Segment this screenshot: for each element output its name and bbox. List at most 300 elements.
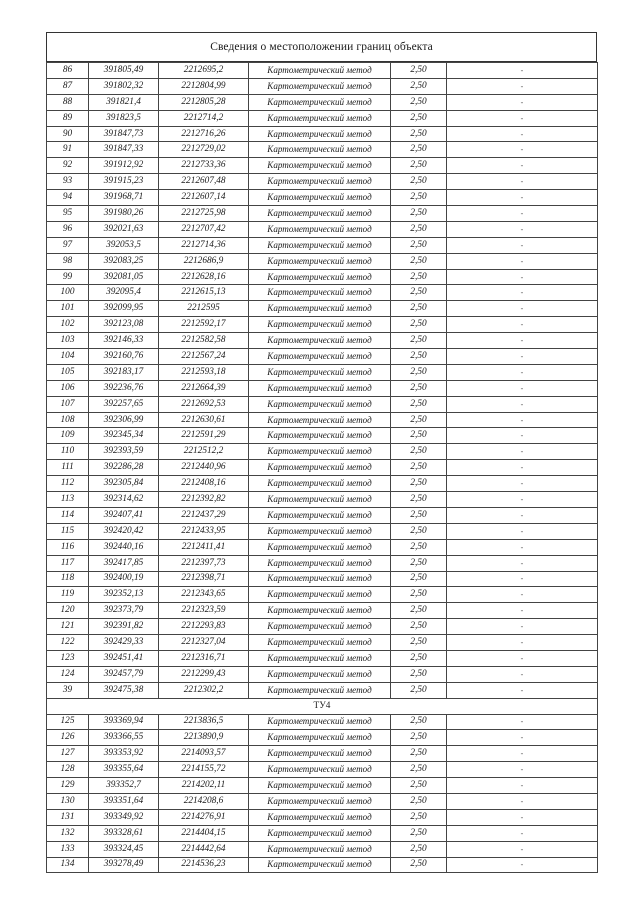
method-cell: Картометрический метод: [249, 507, 391, 523]
coord-x-cell: 392257,65: [89, 396, 159, 412]
accuracy-cell: 2,50: [391, 94, 447, 110]
method-cell: Картометрический метод: [249, 63, 391, 79]
point-number-cell: 86: [47, 63, 89, 79]
coord-x-cell: 392420,42: [89, 523, 159, 539]
coord-y-cell: 2214155,72: [159, 762, 249, 778]
coord-x-cell: 392021,63: [89, 221, 159, 237]
coord-x-cell: 392475,38: [89, 682, 159, 698]
point-number-cell: 90: [47, 126, 89, 142]
coord-y-cell: 2212316,71: [159, 650, 249, 666]
description-cell: -: [447, 253, 598, 269]
table-row: [47, 809, 598, 825]
coord-y-cell: 2212567,24: [159, 349, 249, 365]
point-number-cell: 125: [47, 714, 89, 730]
point-number-cell: 120: [47, 603, 89, 619]
description-cell: -: [447, 349, 598, 365]
table-row: [47, 460, 598, 476]
point-number-cell: 106: [47, 380, 89, 396]
coord-x-cell: 393278,49: [89, 857, 159, 873]
coord-y-cell: 2214536,23: [159, 857, 249, 873]
accuracy-cell: 2,50: [391, 110, 447, 126]
table-row: [47, 349, 598, 365]
point-number-cell: 133: [47, 841, 89, 857]
point-number-cell: 110: [47, 444, 89, 460]
accuracy-cell: 2,50: [391, 190, 447, 206]
description-cell: -: [447, 746, 598, 762]
point-number-cell: 112: [47, 476, 89, 492]
method-cell: Картометрический метод: [249, 587, 391, 603]
description-cell: -: [447, 269, 598, 285]
coord-x-cell: 392407,41: [89, 507, 159, 523]
document-page: [46, 32, 597, 873]
accuracy-cell: 2,50: [391, 857, 447, 873]
accuracy-cell: 2,50: [391, 142, 447, 158]
method-cell: Картометрический метод: [249, 476, 391, 492]
point-number-cell: 122: [47, 635, 89, 651]
accuracy-cell: 2,50: [391, 444, 447, 460]
table-row: [47, 269, 598, 285]
point-number-cell: 91: [47, 142, 89, 158]
accuracy-cell: 2,50: [391, 206, 447, 222]
table-row: [47, 539, 598, 555]
coord-y-cell: 2212607,14: [159, 190, 249, 206]
accuracy-cell: 2,50: [391, 126, 447, 142]
table-row: [47, 253, 598, 269]
method-cell: Картометрический метод: [249, 190, 391, 206]
method-cell: Картометрический метод: [249, 428, 391, 444]
point-number-cell: 94: [47, 190, 89, 206]
method-cell: Картометрический метод: [249, 730, 391, 746]
table-row: [47, 78, 598, 94]
coord-x-cell: 393352,7: [89, 778, 159, 794]
point-number-cell: 127: [47, 746, 89, 762]
point-number-cell: 87: [47, 78, 89, 94]
description-cell: -: [447, 158, 598, 174]
description-cell: -: [447, 285, 598, 301]
coord-y-cell: 2212440,96: [159, 460, 249, 476]
description-cell: -: [447, 476, 598, 492]
accuracy-cell: 2,50: [391, 428, 447, 444]
accuracy-cell: 2,50: [391, 174, 447, 190]
coord-x-cell: 392314,62: [89, 492, 159, 508]
coord-x-cell: 391915,23: [89, 174, 159, 190]
description-cell: -: [447, 825, 598, 841]
method-cell: Картометрический метод: [249, 603, 391, 619]
description-cell: -: [447, 63, 598, 79]
coord-y-cell: 2212805,28: [159, 94, 249, 110]
coord-x-cell: 391980,26: [89, 206, 159, 222]
coord-x-cell: 391912,92: [89, 158, 159, 174]
accuracy-cell: 2,50: [391, 793, 447, 809]
description-cell: -: [447, 730, 598, 746]
table-row: [47, 110, 598, 126]
method-cell: Картометрический метод: [249, 269, 391, 285]
description-cell: -: [447, 94, 598, 110]
point-number-cell: 128: [47, 762, 89, 778]
table-row: [47, 476, 598, 492]
point-number-cell: 119: [47, 587, 89, 603]
table-row: [47, 190, 598, 206]
table-row: [47, 746, 598, 762]
accuracy-cell: 2,50: [391, 635, 447, 651]
coord-x-cell: 392083,25: [89, 253, 159, 269]
coord-x-cell: 392095,4: [89, 285, 159, 301]
coord-x-cell: 393369,94: [89, 714, 159, 730]
accuracy-cell: 2,50: [391, 158, 447, 174]
coord-x-cell: 392146,33: [89, 333, 159, 349]
table-row: [47, 793, 598, 809]
coord-y-cell: 2213836,5: [159, 714, 249, 730]
point-number-cell: 130: [47, 793, 89, 809]
accuracy-cell: 2,50: [391, 253, 447, 269]
description-cell: -: [447, 78, 598, 94]
table-row: [47, 301, 598, 317]
table-row: [47, 778, 598, 794]
table-row: [47, 396, 598, 412]
coord-y-cell: 2212628,16: [159, 269, 249, 285]
table-row: [47, 221, 598, 237]
accuracy-cell: 2,50: [391, 396, 447, 412]
table-row: [47, 650, 598, 666]
description-cell: -: [447, 412, 598, 428]
coord-y-cell: 2212433,95: [159, 523, 249, 539]
coord-x-cell: 391847,33: [89, 142, 159, 158]
description-cell: -: [447, 444, 598, 460]
coord-y-cell: 2213890,9: [159, 730, 249, 746]
method-cell: Картометрический метод: [249, 778, 391, 794]
description-cell: -: [447, 603, 598, 619]
accuracy-cell: 2,50: [391, 221, 447, 237]
method-cell: Картометрический метод: [249, 571, 391, 587]
description-cell: -: [447, 174, 598, 190]
coord-y-cell: 2212408,16: [159, 476, 249, 492]
method-cell: Картометрический метод: [249, 841, 391, 857]
point-number-cell: 95: [47, 206, 89, 222]
coord-x-cell: 391823,5: [89, 110, 159, 126]
point-number-cell: 93: [47, 174, 89, 190]
table-row: [47, 682, 598, 698]
description-cell: -: [447, 778, 598, 794]
section-row: [47, 698, 598, 714]
coord-y-cell: 2212582,58: [159, 333, 249, 349]
description-cell: -: [447, 619, 598, 635]
table-row: [47, 603, 598, 619]
accuracy-cell: 2,50: [391, 666, 447, 682]
table-row: [47, 825, 598, 841]
table-row: [47, 714, 598, 730]
coord-y-cell: 2212302,2: [159, 682, 249, 698]
table-row: [47, 126, 598, 142]
accuracy-cell: 2,50: [391, 63, 447, 79]
description-cell: -: [447, 857, 598, 873]
description-cell: -: [447, 666, 598, 682]
point-number-cell: 103: [47, 333, 89, 349]
description-cell: -: [447, 301, 598, 317]
description-cell: -: [447, 650, 598, 666]
point-number-cell: 100: [47, 285, 89, 301]
method-cell: Картометрический метод: [249, 793, 391, 809]
method-cell: Картометрический метод: [249, 492, 391, 508]
accuracy-cell: 2,50: [391, 555, 447, 571]
method-cell: Картометрический метод: [249, 714, 391, 730]
table-row: [47, 571, 598, 587]
method-cell: Картометрический метод: [249, 857, 391, 873]
table-row: [47, 619, 598, 635]
coord-x-cell: 393349,92: [89, 809, 159, 825]
method-cell: Картометрический метод: [249, 317, 391, 333]
description-cell: -: [447, 762, 598, 778]
description-cell: -: [447, 793, 598, 809]
method-cell: Картометрический метод: [249, 364, 391, 380]
method-cell: Картометрический метод: [249, 253, 391, 269]
coord-x-cell: 392081,05: [89, 269, 159, 285]
description-cell: -: [447, 587, 598, 603]
description-cell: -: [447, 206, 598, 222]
table-row: [47, 364, 598, 380]
accuracy-cell: 2,50: [391, 349, 447, 365]
description-cell: -: [447, 507, 598, 523]
method-cell: Картометрический метод: [249, 523, 391, 539]
description-cell: -: [447, 571, 598, 587]
method-cell: Картометрический метод: [249, 237, 391, 253]
point-number-cell: 126: [47, 730, 89, 746]
coord-y-cell: 2212512,2: [159, 444, 249, 460]
coord-x-cell: 392391,82: [89, 619, 159, 635]
table-row: [47, 158, 598, 174]
accuracy-cell: 2,50: [391, 317, 447, 333]
coord-y-cell: 2212398,71: [159, 571, 249, 587]
coord-y-cell: 2212299,43: [159, 666, 249, 682]
method-cell: Картометрический метод: [249, 666, 391, 682]
coord-y-cell: 2212804,99: [159, 78, 249, 94]
point-number-cell: 88: [47, 94, 89, 110]
point-number-cell: 121: [47, 619, 89, 635]
method-cell: Картометрический метод: [249, 110, 391, 126]
description-cell: -: [447, 682, 598, 698]
coord-x-cell: 392160,76: [89, 349, 159, 365]
coord-x-cell: 393324,45: [89, 841, 159, 857]
point-number-cell: 105: [47, 364, 89, 380]
accuracy-cell: 2,50: [391, 778, 447, 794]
table-row: [47, 63, 598, 79]
coord-y-cell: 2212692,53: [159, 396, 249, 412]
description-cell: -: [447, 190, 598, 206]
accuracy-cell: 2,50: [391, 603, 447, 619]
point-number-cell: 134: [47, 857, 89, 873]
method-cell: Картометрический метод: [249, 380, 391, 396]
point-number-cell: 107: [47, 396, 89, 412]
table-row: [47, 380, 598, 396]
accuracy-cell: 2,50: [391, 650, 447, 666]
description-cell: -: [447, 809, 598, 825]
point-number-cell: 98: [47, 253, 89, 269]
point-number-cell: 117: [47, 555, 89, 571]
description-cell: -: [447, 380, 598, 396]
coord-y-cell: 2212343,65: [159, 587, 249, 603]
accuracy-cell: 2,50: [391, 237, 447, 253]
accuracy-cell: 2,50: [391, 301, 447, 317]
coord-x-cell: 392417,85: [89, 555, 159, 571]
coord-y-cell: 2212593,18: [159, 364, 249, 380]
accuracy-cell: 2,50: [391, 523, 447, 539]
method-cell: Картометрический метод: [249, 158, 391, 174]
coord-x-cell: 392123,08: [89, 317, 159, 333]
point-number-cell: 113: [47, 492, 89, 508]
point-number-cell: 118: [47, 571, 89, 587]
table-row: [47, 174, 598, 190]
coord-y-cell: 2212323,59: [159, 603, 249, 619]
point-number-cell: 39: [47, 682, 89, 698]
table-row: [47, 412, 598, 428]
description-cell: -: [447, 364, 598, 380]
coord-x-cell: 392373,79: [89, 603, 159, 619]
table-row: [47, 555, 598, 571]
coord-y-cell: 2212293,83: [159, 619, 249, 635]
coord-x-cell: 392305,84: [89, 476, 159, 492]
point-number-cell: 97: [47, 237, 89, 253]
coord-x-cell: 391847,73: [89, 126, 159, 142]
description-cell: -: [447, 317, 598, 333]
coord-y-cell: 2212733,36: [159, 158, 249, 174]
coord-x-cell: 392236,76: [89, 380, 159, 396]
coord-x-cell: 391802,32: [89, 78, 159, 94]
method-cell: Картометрический метод: [249, 78, 391, 94]
accuracy-cell: 2,50: [391, 825, 447, 841]
coord-x-cell: 392286,28: [89, 460, 159, 476]
coord-y-cell: 2212392,82: [159, 492, 249, 508]
accuracy-cell: 2,50: [391, 539, 447, 555]
method-cell: Картометрический метод: [249, 809, 391, 825]
table-row: [47, 857, 598, 873]
description-cell: -: [447, 142, 598, 158]
accuracy-cell: 2,50: [391, 492, 447, 508]
table-row: [47, 507, 598, 523]
coord-y-cell: 2214202,11: [159, 778, 249, 794]
table-row: [47, 206, 598, 222]
table-row: [47, 444, 598, 460]
method-cell: Картометрический метод: [249, 301, 391, 317]
description-cell: -: [447, 126, 598, 142]
method-cell: Картометрический метод: [249, 174, 391, 190]
point-number-cell: 114: [47, 507, 89, 523]
coord-y-cell: 2214208,6: [159, 793, 249, 809]
method-cell: Картометрический метод: [249, 650, 391, 666]
table-row: [47, 237, 598, 253]
method-cell: Картометрический метод: [249, 221, 391, 237]
accuracy-cell: 2,50: [391, 507, 447, 523]
coord-y-cell: 2212607,48: [159, 174, 249, 190]
method-cell: Картометрический метод: [249, 619, 391, 635]
method-cell: Картометрический метод: [249, 142, 391, 158]
method-cell: Картометрический метод: [249, 396, 391, 412]
description-cell: -: [447, 841, 598, 857]
method-cell: Картометрический метод: [249, 460, 391, 476]
coord-x-cell: 392306,99: [89, 412, 159, 428]
point-number-cell: 124: [47, 666, 89, 682]
coord-x-cell: 391821,4: [89, 94, 159, 110]
method-cell: Картометрический метод: [249, 539, 391, 555]
accuracy-cell: 2,50: [391, 78, 447, 94]
point-number-cell: 108: [47, 412, 89, 428]
method-cell: Картометрический метод: [249, 555, 391, 571]
point-number-cell: 115: [47, 523, 89, 539]
coord-y-cell: 2212729,02: [159, 142, 249, 158]
coord-y-cell: 2214093,57: [159, 746, 249, 762]
coord-x-cell: 393351,64: [89, 793, 159, 809]
coord-y-cell: 2212725,98: [159, 206, 249, 222]
point-number-cell: 96: [47, 221, 89, 237]
coord-x-cell: 392393,59: [89, 444, 159, 460]
point-number-cell: 132: [47, 825, 89, 841]
point-number-cell: 131: [47, 809, 89, 825]
table-row: [47, 841, 598, 857]
boundary-points-table: [46, 62, 598, 873]
coord-y-cell: 2212615,13: [159, 285, 249, 301]
table-row: [47, 492, 598, 508]
coord-x-cell: 392183,17: [89, 364, 159, 380]
accuracy-cell: 2,50: [391, 762, 447, 778]
description-cell: -: [447, 539, 598, 555]
coord-y-cell: 2212714,2: [159, 110, 249, 126]
description-cell: -: [447, 221, 598, 237]
coord-y-cell: 2212397,73: [159, 555, 249, 571]
accuracy-cell: 2,50: [391, 285, 447, 301]
table-row: [47, 317, 598, 333]
point-number-cell: 92: [47, 158, 89, 174]
point-number-cell: 111: [47, 460, 89, 476]
description-cell: -: [447, 714, 598, 730]
coord-y-cell: 2212591,29: [159, 428, 249, 444]
table-row: [47, 730, 598, 746]
method-cell: Картометрический метод: [249, 762, 391, 778]
point-number-cell: 129: [47, 778, 89, 794]
method-cell: Картометрический метод: [249, 333, 391, 349]
accuracy-cell: 2,50: [391, 619, 447, 635]
coord-x-cell: 392099,95: [89, 301, 159, 317]
accuracy-cell: 2,50: [391, 809, 447, 825]
coord-x-cell: 392429,33: [89, 635, 159, 651]
point-number-cell: 104: [47, 349, 89, 365]
description-cell: -: [447, 237, 598, 253]
accuracy-cell: 2,50: [391, 746, 447, 762]
accuracy-cell: 2,50: [391, 730, 447, 746]
table-row: [47, 666, 598, 682]
accuracy-cell: 2,50: [391, 460, 447, 476]
table-row: [47, 762, 598, 778]
point-number-cell: 89: [47, 110, 89, 126]
method-cell: Картометрический метод: [249, 412, 391, 428]
accuracy-cell: 2,50: [391, 587, 447, 603]
point-number-cell: 123: [47, 650, 89, 666]
table-row: [47, 587, 598, 603]
table-row: [47, 333, 598, 349]
method-cell: Картометрический метод: [249, 682, 391, 698]
coord-y-cell: 2212592,17: [159, 317, 249, 333]
table-row: [47, 428, 598, 444]
coord-x-cell: 393355,64: [89, 762, 159, 778]
coord-y-cell: 2212437,29: [159, 507, 249, 523]
description-cell: -: [447, 635, 598, 651]
coord-y-cell: 2212411,41: [159, 539, 249, 555]
coord-y-cell: 2214404,15: [159, 825, 249, 841]
coord-x-cell: 392053,5: [89, 237, 159, 253]
coord-y-cell: 2212714,36: [159, 237, 249, 253]
accuracy-cell: 2,50: [391, 682, 447, 698]
method-cell: Картометрический метод: [249, 126, 391, 142]
table-row: [47, 94, 598, 110]
coord-y-cell: 2212327,04: [159, 635, 249, 651]
coord-x-cell: 392451,41: [89, 650, 159, 666]
